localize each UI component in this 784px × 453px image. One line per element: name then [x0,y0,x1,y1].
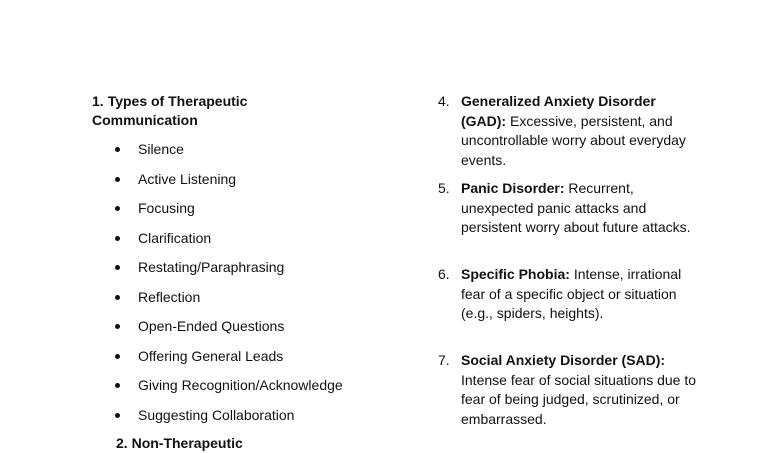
list-item-text: Reflection [138,288,201,305]
item-body [461,179,701,238]
section-1-number: 1. [92,93,104,109]
item-body [461,92,701,170]
item-term: Generalized Anxiety Disorder (GAD): [461,93,656,129]
list-item-text: Restating/Paraphrasing [138,259,285,275]
item-body [461,265,701,324]
bullet-icon [115,236,120,241]
bullet-icon [115,147,120,152]
item-term: Panic Disorder: [461,180,565,196]
bullet-icon [115,295,120,300]
item-number: 6. [438,266,450,282]
bullet-icon [115,413,120,418]
item-term: Social Anxiety Disorder (SAD): [461,352,666,368]
left-column [92,92,352,451]
item-number: 7. [438,352,450,368]
bullet-icon [115,383,120,388]
list-item-text: Active Listening [138,170,237,187]
item-number: 4. [438,93,450,109]
bullet-icon [115,354,120,359]
bullet-icon [115,206,120,211]
list-item-text: Giving Recognition/Acknowledge [138,377,343,393]
list-item-text: Clarification [138,229,212,246]
section-2-title-text: Non-Therapeutic [131,435,243,451]
section-1-title-text: Types of Therapeutic Communication [92,93,248,128]
item-description: Excessive, persistent, and uncontrollable worry about everyday events. [461,112,686,168]
list-item-text: Open-Ended Questions [138,318,285,334]
bullet-icon [115,177,120,182]
section-2-number: 2. [116,435,128,451]
bullet-icon [115,265,120,270]
item-description: Intense, irrational fear of a specific object or situation (e.g., spiders, heights). [461,266,682,321]
item-body [461,351,701,429]
list-item-text: Suggesting Collaboration [138,406,295,423]
list-item-text: Offering General Leads [138,347,284,364]
item-description: Recurrent, unexpected panic attacks and persistent worry about future attacks. [461,180,691,235]
list-item-text: Focusing [138,200,195,216]
item-description: Intense fear of social situations due to fear of being judged, scrutinized, or embarrassed. [461,371,697,427]
section-2-title [116,434,243,453]
section-1-title [92,92,352,130]
item-number: 5. [438,180,450,196]
item-term: Specific Phobia: [461,266,570,282]
bullet-icon [115,324,120,329]
list-item-text: Silence [138,141,184,157]
